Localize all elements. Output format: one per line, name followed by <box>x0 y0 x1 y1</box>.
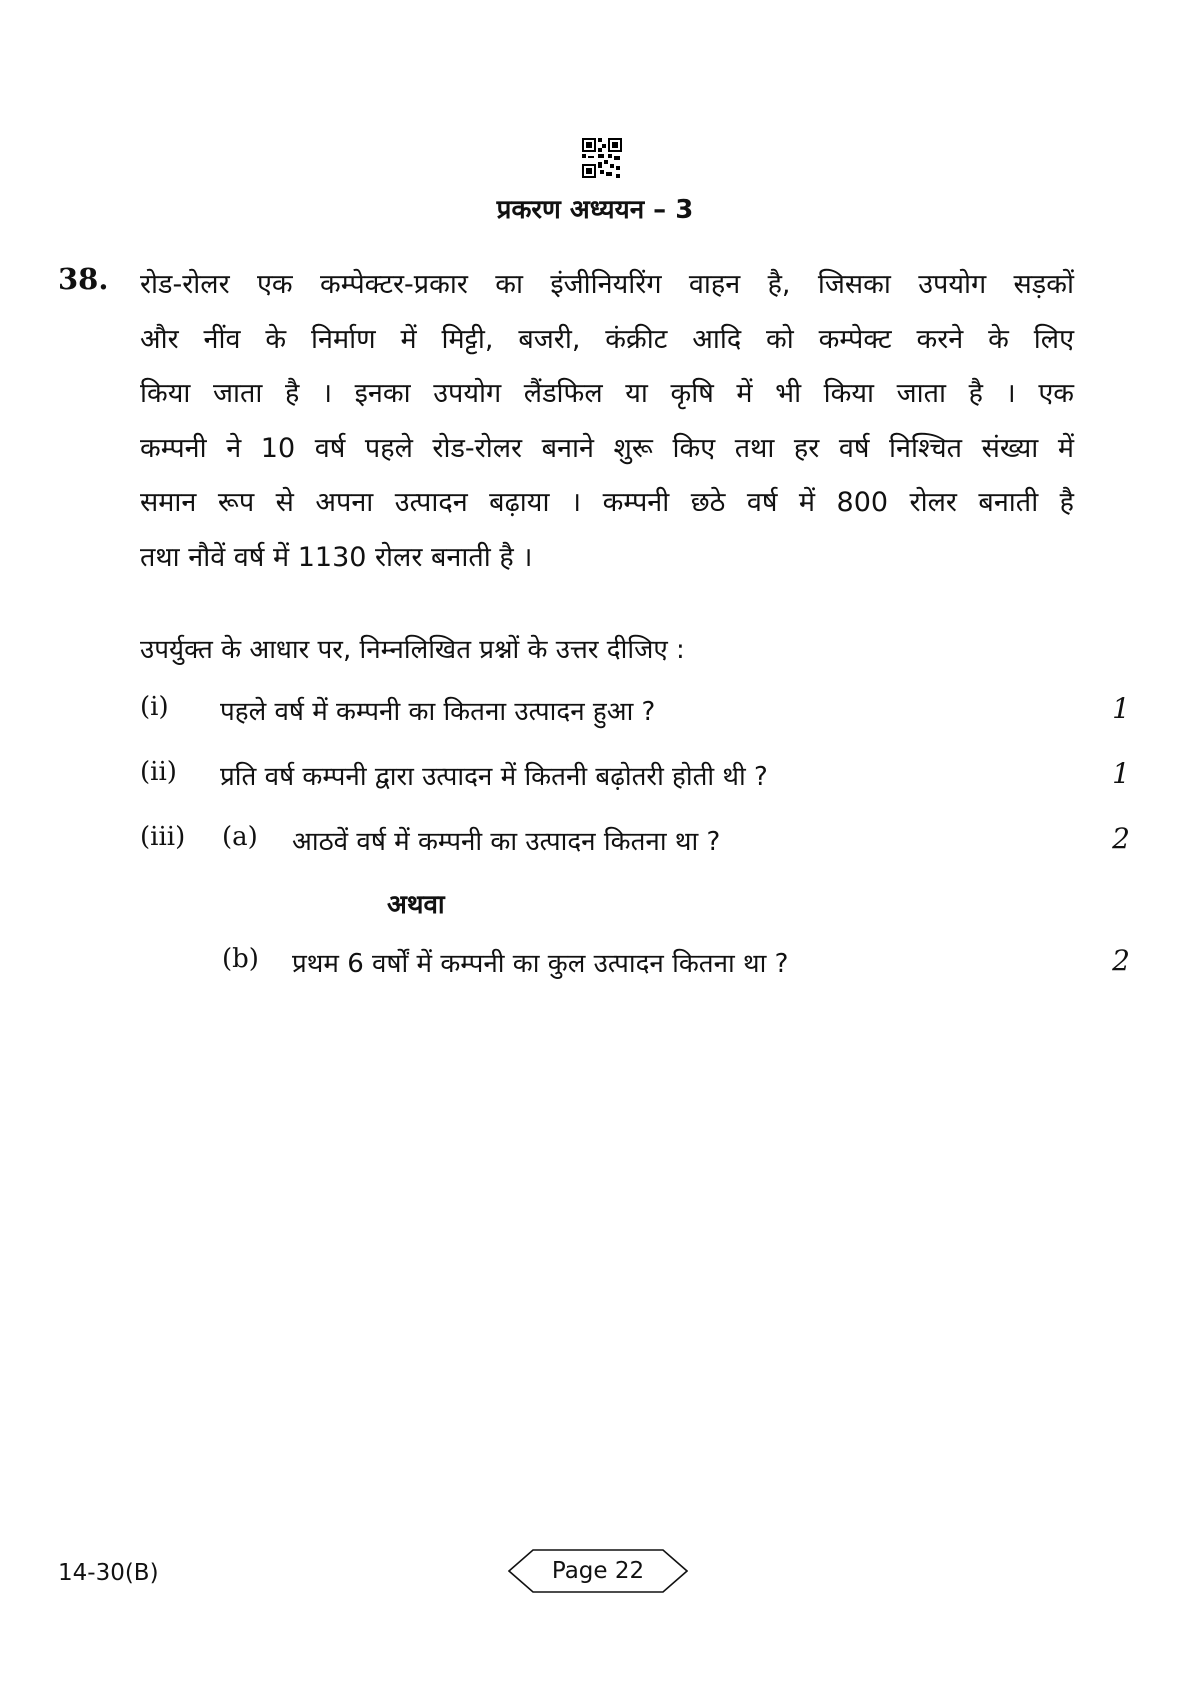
instruction-text: उपर्युक्त के आधार पर, निम्नलिखित प्रश्नों के उत्तर दीजिए : <box>140 635 685 665</box>
marks: 2 <box>1112 944 1130 977</box>
part-label: (a) <box>222 822 258 852</box>
subquestion-iii-a <box>140 822 1130 862</box>
page-number-badge <box>508 1548 688 1594</box>
subquestion-ii <box>140 757 1130 797</box>
question-number: 38. <box>58 262 109 296</box>
subquestion-iii-b <box>140 944 1130 984</box>
subquestion-i <box>140 692 1130 732</box>
page-number: Page 22 <box>551 1558 645 1584</box>
section-title: प्रकरण अध्ययन – 3 <box>496 195 694 225</box>
passage-line: और नींव के निर्माण में मिट्टी, बजरी, कंक्रीट आदि को कम्पेक्ट करने के लिए <box>140 323 1074 355</box>
paper-code: 14-30(B) <box>58 1560 159 1586</box>
subquestion-text: प्रथम 6 वर्षों में कम्पनी का कुल उत्पादन कितना था ? <box>292 949 789 979</box>
passage-line: रोड-रोलर एक कम्पेक्टर-प्रकार का इंजीनियरिंग वाहन है, जिसका उपयोग सड़कों <box>140 269 1074 300</box>
subquestion-text: प्रति वर्ष कम्पनी द्वारा उत्पादन में कितनी बढ़ोतरी होती थी ? <box>220 762 768 792</box>
passage-line: कम्पनी ने 10 वर्ष पहले रोड-रोलर बनाने शुरू किए तथा हर वर्ष निश्चित संख्या में <box>140 432 1074 464</box>
passage-line: किया जाता है । इनका उपयोग लैंडफिल या कृषि में भी किया जाता है । एक <box>140 378 1074 409</box>
subquestion-text: आठवें वर्ष में कम्पनी का उत्पादन कितना था ? <box>292 827 721 857</box>
marks: 2 <box>1112 822 1130 855</box>
marks: 1 <box>1112 692 1130 725</box>
or-label: अथवा <box>387 890 445 920</box>
part-label: (b) <box>222 944 259 974</box>
subquestion-text: पहले वर्ष में कम्पनी का कितना उत्पादन हुआ ? <box>220 697 656 727</box>
qr-code-icon <box>582 138 622 178</box>
subquestion-label: (iii) <box>140 822 186 852</box>
subquestion-label: (i) <box>140 692 169 722</box>
passage-line: तथा नौवें वर्ष में 1130 रोलर बनाती है । <box>140 541 533 573</box>
passage-line: समान रूप से अपना उत्पादन बढ़ाया । कम्पनी छठे वर्ष में 800 रोलर बनाती है <box>140 487 1074 518</box>
case-study-passage <box>140 258 1074 585</box>
marks: 1 <box>1112 757 1130 790</box>
subquestion-label: (ii) <box>140 757 177 787</box>
